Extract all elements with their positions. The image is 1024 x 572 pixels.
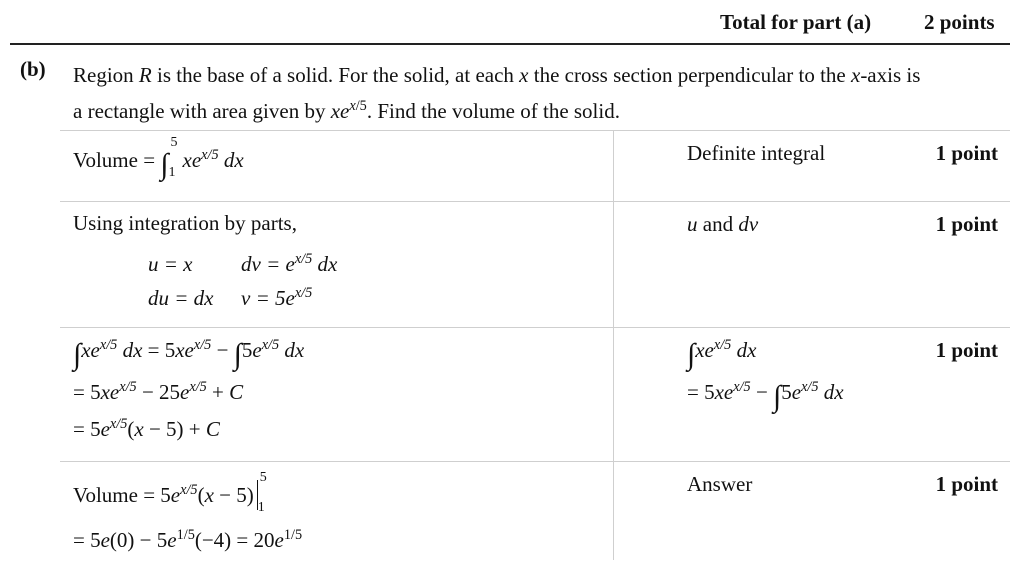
criterion-label: Definite integral [687,141,826,165]
prompt-line-1: Region R is the base of a solid. For the solid, at each x the cross section perpendicular to the x-axis is [73,63,921,87]
points-label: 1 point [935,212,998,236]
rubric-table [60,130,1010,572]
criterion-integral: $\int xe^{x/5}$ dx [687,337,757,371]
rubric-row-antiderivative [60,327,1010,461]
u-line: u = x [148,252,193,276]
volume-evaluation: Volume = $5e^{x/5}(x - 5)$ 5 1 [73,470,267,515]
ibp-step-1: $\int xe^{x/5}$ dx = $5xe^{x/5} - \int 5e^{x/5}$ dx [73,337,305,371]
rubric-row-u-dv [60,201,1010,327]
ibp-step-3: = $5e^{x/5}(x - 5) + C$ [73,416,220,441]
volume-answer: = $5e(0) - 5e^{1/5}(-4) = 20e^{1/5}$ [73,527,303,552]
question-prompt [73,57,1003,129]
rubric-row-answer [60,461,1010,572]
criterion-label: Answer [687,472,753,496]
ibp-step-2: = $5xe^{x/5} - 25e^{x/5} + C$ [73,379,244,404]
points-label: 1 point [935,338,998,362]
criterion-label: u and dv [687,212,759,236]
total-row [0,10,1024,40]
part-label: (b) [20,57,46,81]
v-line: $v = 5e^{x/5}$ [241,285,313,310]
dv-line: dv = $e^{x/5}$ dx [241,251,338,276]
rubric-row-definite-integral [60,130,1010,201]
volume-integral: Volume = ∫ 5 1 $xe^{x/5}$ dx [73,135,244,181]
points-label: 1 point [935,472,998,496]
section-divider [10,43,1010,45]
total-label: Total for part (a) [720,10,872,34]
prompt-line-2: a rectangle with area given by $xe^{x/5}$. Find the volume of the solid. [73,98,620,123]
ibp-intro: Using integration by parts, [73,211,297,235]
total-points: 2 points [924,10,995,34]
criterion-ibp-result: = $5xe^{x/5} - \int 5e^{x/5}$ dx [687,379,844,413]
points-label: 1 point [935,141,998,165]
du-line: du = dx [148,286,214,310]
